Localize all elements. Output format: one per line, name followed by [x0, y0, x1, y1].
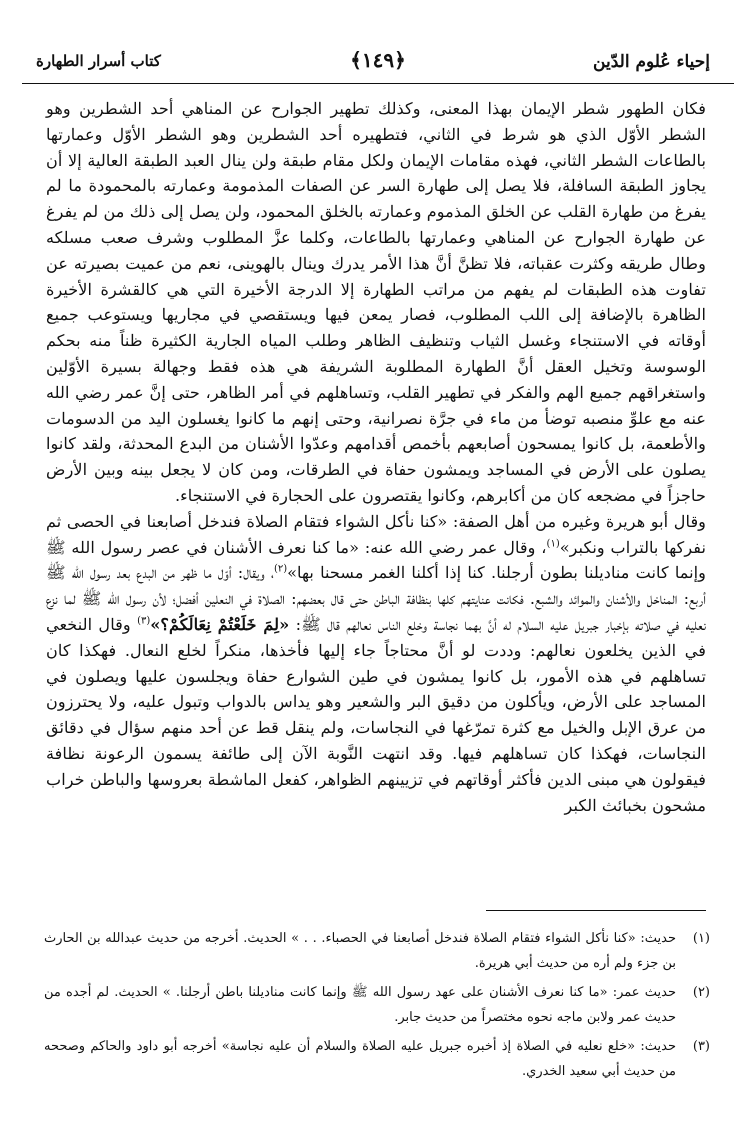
footnote-divider	[486, 910, 706, 911]
hadith-quote: «لِمَ خَلَعْتُمْ نِعَالَكُمْ؟»	[150, 614, 290, 634]
page-header	[22, 44, 734, 84]
footnote-item	[44, 1034, 710, 1084]
footnote-item	[44, 926, 710, 976]
paragraph-2-text-b: ، وقال عمر رضي الله عنه: «ما كنا نعرف الأشنان في عصر رسول الله ﷺ وإنما كانت مناديلنا بطون أرجلنا. كنا إذا أكلنا الغمر مسحنا بها»	[46, 537, 706, 583]
footnote-number: (٢)	[692, 985, 710, 1000]
section-title: كتاب أسرار الطهارة	[36, 52, 161, 70]
paragraph-2-text-d: وقال النخعي في الذين يخلعون نعالهم: وددت لو أنَّ محتاجاً جاء إليها فأخذها، منكراً لخلع النعال. فهكذا كان تساهلهم في هذه الأمور، بل كانوا يمشون في طين الشوارع حفاة ويجلسون عليها ويصلون في المساجد على الأرض، ويأكلون من دقيق البر والشعير وهو يداس بالدواب وتبول عليه، ولا يحترزون من عرق الإبل والخيل مع كثرة تمرّغها في النجاسات، ولم ينقل قط عن أحد منهم سؤال في دقائق النجاسات، فهكذا كان تساهلهم فيها. وقد انتهت النَّوبة الآن إلى طائفة يسمون الرعونة نظافة فيقولون هي مبنى الدين فأكثر أوقاتهم في تزيينهم الظواهر، كفعل الماشطة بعروسها والباطن خراب مشحون بخبائث الكبر	[46, 614, 706, 815]
paragraph-1-text: فكان الطهور شطر الإيمان بهذا المعنى، وكذلك تطهير الجوارح عن المناهي أحد الشطرين وهو الشطر الأوّل الذي هو شرط في الثاني، فتطهيره أحد الشطرين وهو الشطر الأوّل وعمارتها بالطاعات الشطر الثاني، فهذه مقامات الإيمان ولكل مقام طبقة ولن ينال العبد الطبقة العالية إلا أن يجاوز الطبقة السافلة، فلا يصل إلى طهارة السر عن الصفات المذمومة وعمارته بالمحمودة ما لم يفرغ من طهارة القلب عن الخلق المذموم وعمارته بالخلق المحمود، ولن يصل إلى ذلك من لم يفرغ عن طهارة الجوارح عن المناهي وعمارتها بالطاعات، وكلما عزَّ المطلوب وشرف صعب مسلكه وطال طريقه وكثرت عقباته، فلا تظنَّ أنَّ هذا الأمر يدرك وينال بالهوينى، نعم من عميت بصيرته عن تفاوت هذه الطبقات لم يفهم من مراتب الطهارة إلا الدرجة الأخيرة التي هي كالقشرة الأخيرة الظاهرة بالإضافة إلى اللب المطلوب، فصار يمعن فيها ويستقصي في مجاريها ويستوعب جميع أوقاته في الاستنجاء وغسل الثياب وتنظيف الظاهر وطلب المياه الجارية الكثيرة ظناً منه بحكم الوسوسة وتخيل العقل أنَّ الطهارة المطلوبة الشريفة هي هذه فقط وجهالة بسيرة الأوّلين واستغراقهم جميع الهم والفكر في تطهير القلب، وتساهلهم في أمر الظاهر، حتى إنَّ عمر رضي الله عنه مع علوِّ منصبه توضأ من ماء في جرَّة نصرانية، وحتى إنهم ما كانوا يغسلون اليد من الدسومات والأطعمة، بل كانوا يمسحون أصابعهم بأخمص أقدامهم وعدّوا الأشنان من البدع المحدثة، ولقد كانوا يصلون على الأرض في المساجد ويمشون حفاة في الطرقات، ومن كان لا يجعل بينه وبين الأرض حاجزاً في مضجعه كان من أكابرهم، وكانوا يقتصرون على الحجارة في الاستنجاء.	[46, 99, 706, 505]
footnote-item	[44, 980, 710, 1030]
footnote-ref-2: (٢)	[273, 563, 288, 575]
paragraph-2	[46, 509, 706, 819]
page-number: ﴿١٤٩﴾	[350, 48, 406, 72]
paragraph-2-text-a: وقال أبو هريرة وغيره من أهل الصفة: «كنا نأكل الشواء فتقام الصلاة فندخل أصابعنا في الحصى ثم نفركها بالتراب ونكبر»	[46, 511, 706, 557]
paragraph-2-text-c: ، ويقال: أوّل ما ظهر من البدع بعد رسول الله ﷺ أربع: المناخل والأشنان والموائد والشبع. فكانت عنايتهم كلها بنظافة الباطن حتى قال بعضهم: الصلاة في النعلين أفضل؛ لأن رسول الله ﷺ لما نزع نعليه في صلاته بإخبار جبريل عليه السلام له أنَّ بهما نجاسة وخلع الناس نعالهم قال ﷺ:	[46, 563, 706, 634]
footnote-ref-1: (١)	[546, 538, 560, 550]
footnote-text: حديث: «كنا نأكل الشواء فتقام الصلاة فندخل أصابعنا في الحصباء. . . » الحديث. أخرجه من حديث عبدالله بن الحارث بن جزء ولم أره من حديث أبي هريرة.	[44, 931, 676, 971]
footnote-ref-3: (٣)	[137, 615, 151, 627]
footnote-number: (١)	[692, 931, 710, 946]
book-title: إحياء عُلوم الدّين	[593, 52, 710, 72]
main-text	[46, 96, 706, 818]
header-rule	[22, 83, 734, 84]
paragraph-1	[46, 96, 706, 509]
footnote-number: (٣)	[692, 1039, 710, 1054]
footnote-text: حديث عمر: «ما كنا نعرف الأشنان على عهد رسول الله ﷺ وإنما كانت مناديلنا باطن أرجلنا. » الحديث. لم أجده من حديث عمر ولابن ماجه نحوه مختصراً من حديث جابر.	[44, 985, 676, 1025]
footnotes	[44, 926, 710, 1088]
footnote-text: حديث: «خلع نعليه في الصلاة إذ أخبره جبريل عليه الصلاة والسلام أن عليه نجاسة» أخرجه أبو داود والحاكم وصححه من حديث أبي سعيد الخدري.	[44, 1039, 676, 1079]
